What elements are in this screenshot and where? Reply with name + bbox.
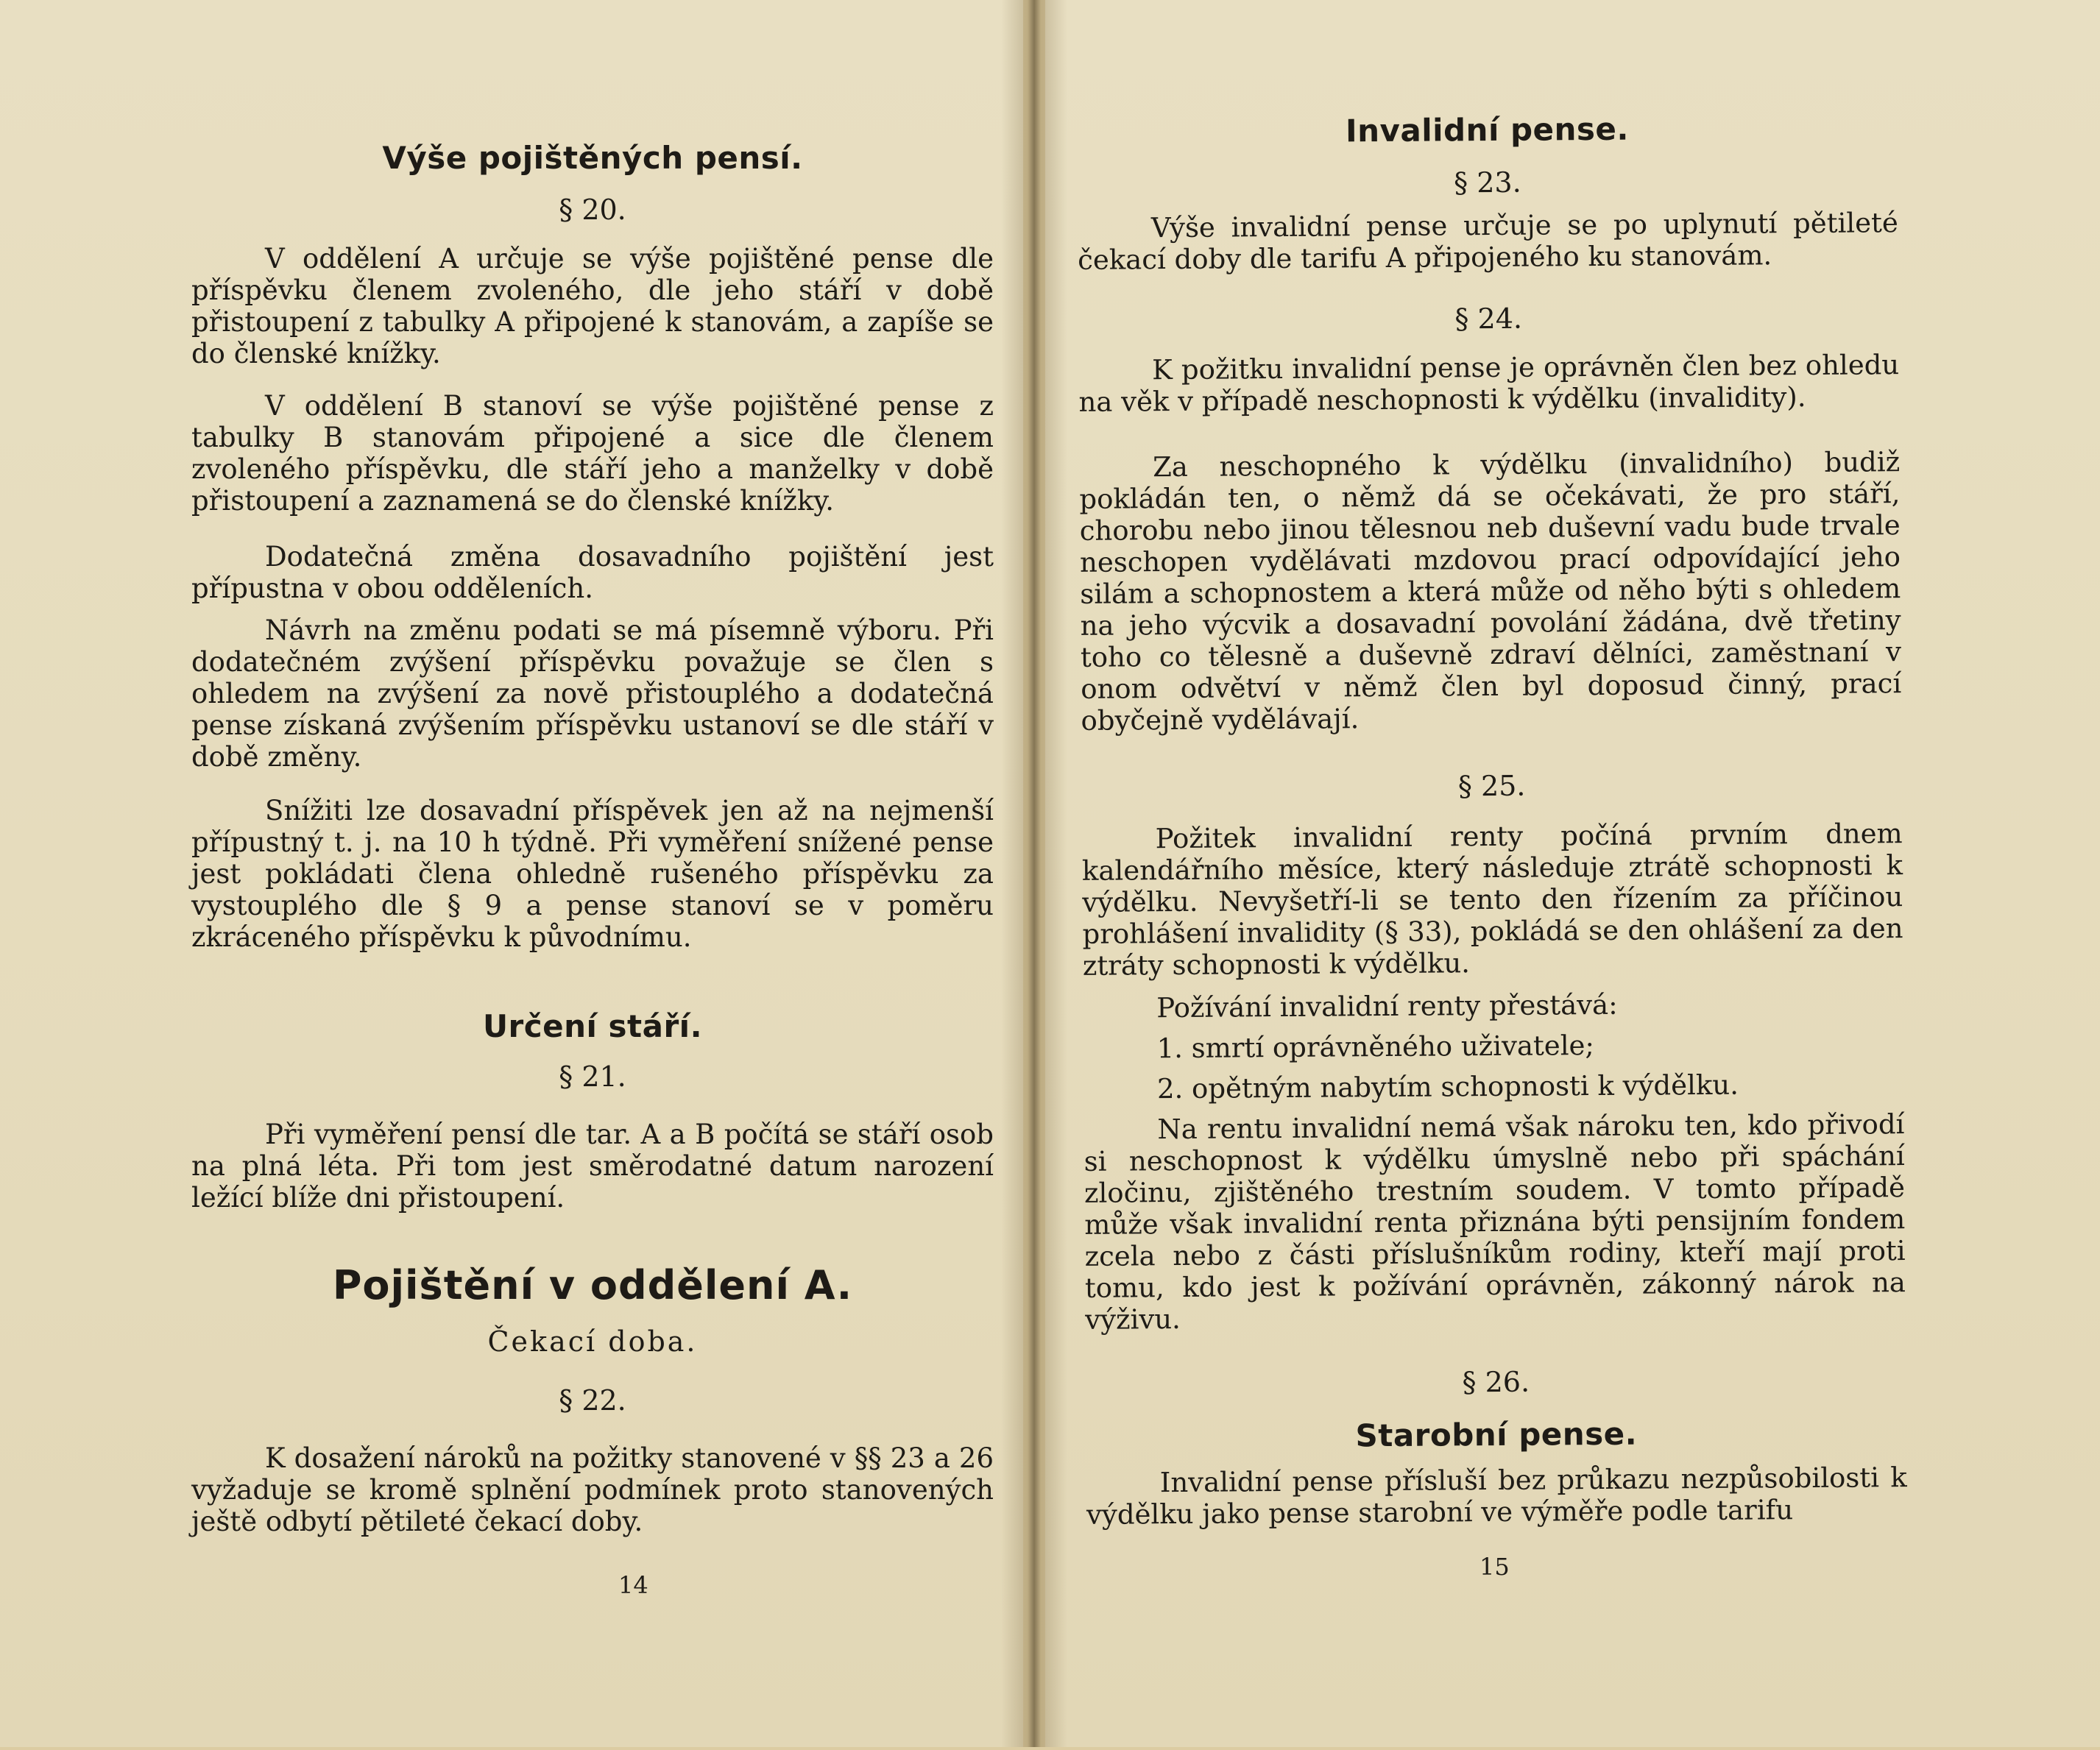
paragraph-number: § 20.	[559, 194, 626, 226]
page-number: 15	[1479, 1553, 1510, 1581]
list-item: 1. smrtí oprávněného uživatele;	[1156, 1030, 1595, 1065]
chapter-heading: Pojištění v oddělení A.	[332, 1262, 853, 1308]
paragraph-number: § 23.	[1454, 166, 1521, 199]
body-paragraph: Dodatečná změna dosavadního pojištění jest přípustna v obou odděleních.	[191, 541, 994, 604]
paragraph-number: § 21.	[559, 1060, 626, 1093]
body-paragraph: K požitku invalidní pense je oprávněn člen bez ohledu na věk v případě neschopnosti k výdělku (invalidity).	[1078, 349, 1900, 418]
body-paragraph: Návrh na změnu podati se má písemně výboru. Při dodatečném zvýšení příspěvku považuje se člen s ohledem na zvýšení za nově přistouplého a dodatečná pense získaná zvýšením příspěvku ustanoví se dle stáří v době změny.	[191, 614, 994, 773]
section-heading: Invalidní pense.	[1345, 110, 1630, 149]
body-paragraph: V oddělení B stanoví se výše pojištěné pense z tabulky B stanovám připojené a sice dle členem zvoleného příspěvku, dle stáří jeho a manželky v době přistoupení a zaznamená se do členské knížky.	[191, 390, 994, 517]
body-paragraph: Výše invalidní pense určuje se po uplynutí pětileté čekací doby dle tarifu A připojeného ku stanovám.	[1078, 207, 1898, 276]
body-paragraph: K dosažení nároků na požitky stanovené v §§ 23 a 26 vyžaduje se kromě splnění podmínek proto stanovených ještě odbytí pětileté čekací doby.	[191, 1442, 994, 1537]
body-paragraph: Požívání invalidní renty přestává:	[1156, 988, 1618, 1024]
section-heading: Určení stáří.	[482, 1008, 703, 1044]
section-heading: Výše pojištěných pensí.	[382, 140, 803, 176]
book-gutter	[1001, 0, 1067, 1747]
paragraph-number: § 26.	[1462, 1365, 1530, 1399]
body-paragraph: Snížiti lze dosavadní příspěvek jen až na nejmenší přípustný t. j. na 10 h týdně. Při vyměření snížené pense jest pokládati člena ohledně rušeného příspěvku za vystouplého dle § 9 a pense stanoví se v poměru zkráceného příspěvku k původnímu.	[191, 795, 994, 953]
paragraph-number: § 25.	[1457, 769, 1526, 803]
subheading: Čekací doba.	[487, 1325, 698, 1358]
page-number: 14	[618, 1571, 648, 1599]
body-paragraph: V oddělení A určuje se výše pojištěné pense dle příspěvku členem zvoleného, dle jeho stáří v době přistoupení z tabulky A připojené k stanovám, a zapíše se do členské knížky.	[191, 243, 994, 369]
body-paragraph: Požitek invalidní renty počíná prvním dnem kalendářního měsíce, který následuje ztrátě schopnosti k výdělku. Nevyšetří-li se tento den řízením za příčinou prohlášení invalidity (§ 33), pokládá se den ohlášení za den ztráty schopnosti k výdělku.	[1081, 818, 1903, 982]
body-paragraph: Na rentu invalidní nemá však nároku ten, kdo přivodí si neschopnost k výdělku úmyslně nebo při spáchání zločinu, zjištěného trestním soudem. V tomto případě může však invalidní renta přiznána býti pensijním fondem zcela nebo z části příslušníkům rodiny, kteří mají proti tomu, kdo jest k požívání oprávněn, zákonný nárok na výživu.	[1083, 1108, 1906, 1336]
right-page-column	[1076, 0, 1909, 1750]
body-paragraph: Za neschopného k výdělku (invalidního) budiž pokládán ten, o němž dá se očekávati, že pro stáří, chorobu nebo jinou tělesnou neb duševní vadu bude trvale neschopen vydělávati mzdovou prací odpovídající jeho silám a schopnostem a která může od něho býti s ohledem na jeho výcvik a dosavadní povolání žádána, dvě třetiny toho co tělesně a duševně zdraví dělníci, zaměstnaní v onom odvětví v němž člen byl doposud činný, prací obyčejně vydělávají.	[1079, 446, 1902, 737]
left-page-column	[191, 0, 994, 1747]
body-paragraph: Invalidní pense přísluší bez průkazu nezpůsobilosti k výdělku jako pense starobní ve výměře podle tarifu	[1086, 1462, 1907, 1531]
paragraph-number: § 22.	[559, 1384, 626, 1417]
section-heading: Starobní pense.	[1355, 1415, 1638, 1454]
paragraph-number: § 24.	[1454, 302, 1523, 336]
list-item: 2. opětným nabytím schopnosti k výdělku.	[1156, 1069, 1739, 1105]
body-paragraph: Při vyměření pensí dle tar. A a B počítá se stáří osob na plná léta. Při tom jest směrodatné datum narození ležící blíže dni přistoupení.	[191, 1119, 994, 1214]
